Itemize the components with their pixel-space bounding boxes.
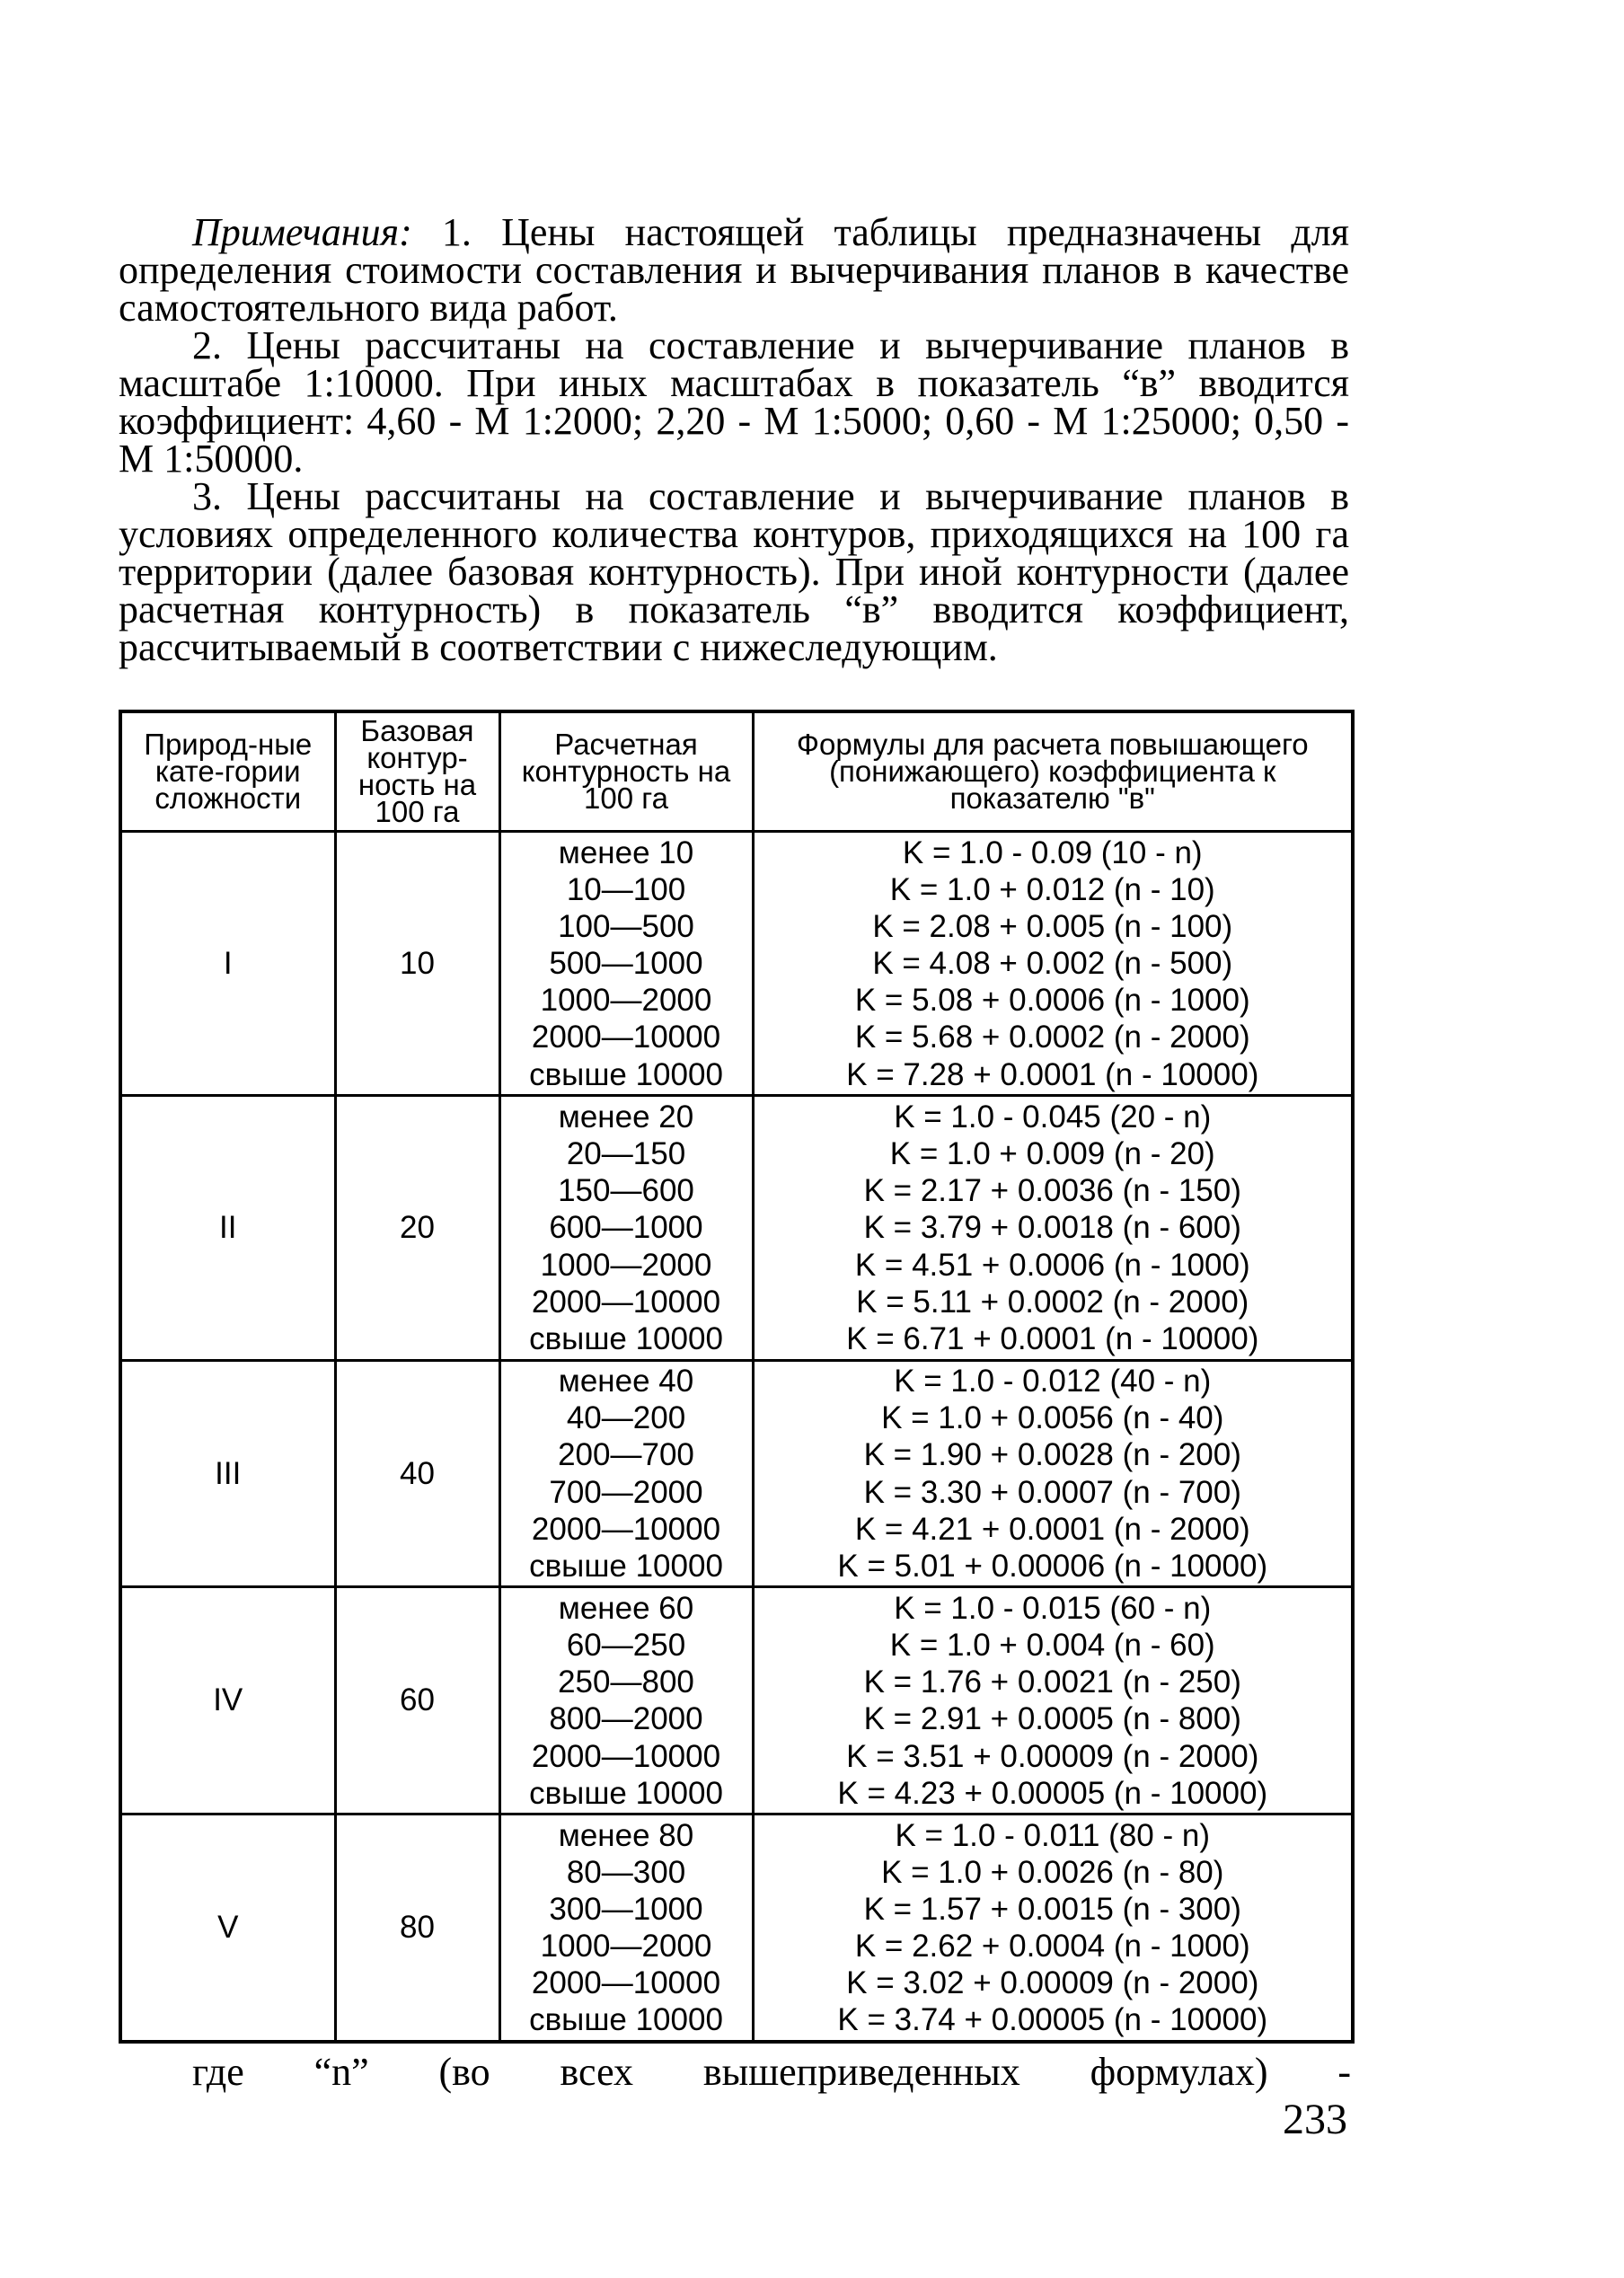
table-row	[120, 832, 1353, 1096]
range-item: 10—100	[566, 871, 686, 907]
formula-item: K = 4.23 + 0.00005 (n - 10000)	[837, 1775, 1268, 1811]
range-item: 60—250	[566, 1627, 686, 1663]
notes-lead: Примечания:	[192, 210, 412, 254]
formula-item: K = 4.08 + 0.002 (n - 500)	[872, 946, 1233, 982]
formula-item: K = 3.79 + 0.0018 (n - 600)	[863, 1210, 1241, 1246]
header-formula: Формулы для расчета повышающего (понижающего) коэффициента к показателю "в"	[753, 711, 1353, 832]
category-cell: III	[120, 1360, 335, 1587]
note-2: 2. Цены рассчитаны на составление и вычерчивание планов в масштабе 1:10000. При иных масштабах в показатель “в” вводится коэффициент: 4,60 - М 1:2000; 2,20 - М 1:5000; 0,60 - М 1:25000; 0,50 - М 1:50000.	[119, 323, 1349, 481]
range-item: свыше 10000	[529, 1321, 723, 1356]
range-item: свыше 10000	[529, 1548, 723, 1584]
formula-item: K = 1.90 + 0.0028 (n - 200)	[863, 1437, 1241, 1473]
range-list	[499, 1814, 753, 2042]
formula-item: K = 1.0 - 0.011 (80 - n)	[895, 1817, 1210, 1853]
category-cell: I	[120, 832, 335, 1096]
range-item: 2000—10000	[531, 1738, 721, 1774]
base-cell: 60	[335, 1587, 499, 1814]
formula-list	[753, 1587, 1353, 1814]
range-item: менее 40	[558, 1364, 694, 1399]
note-1	[119, 210, 1349, 330]
range-item: 700—2000	[549, 1474, 703, 1510]
formula-item: K = 2.08 + 0.005 (n - 100)	[872, 908, 1233, 944]
range-item: 500—1000	[549, 946, 703, 982]
range-item: 600—1000	[549, 1210, 703, 1246]
range-item: 300—1000	[549, 1891, 703, 1927]
category-cell: V	[120, 1814, 335, 2042]
table-header-row	[120, 711, 1353, 832]
range-item: 1000—2000	[540, 1247, 712, 1283]
table-row	[120, 1360, 1353, 1587]
category-cell: II	[120, 1096, 335, 1360]
formula-item: K = 5.08 + 0.0006 (n - 1000)	[854, 983, 1250, 1019]
category-cell: IV	[120, 1587, 335, 1814]
range-item: свыше 10000	[529, 2002, 723, 2038]
range-item: 1000—2000	[540, 1929, 712, 1965]
header-base: Базовая контур-ность на 100 га	[335, 711, 499, 832]
base-cell: 10	[335, 832, 499, 1096]
range-item: менее 80	[558, 1817, 694, 1853]
range-list	[499, 832, 753, 1096]
continuation-text: где “n” (во всех вышеприведенных формулах) -	[192, 2050, 1351, 2094]
note-1-text: 1. Цены настоящей таблицы предназначены для определения стоимости составления и вычерчивания планов в качестве самостоятельного вида работ.	[119, 210, 1349, 330]
formula-item: K = 1.0 + 0.012 (n - 10)	[889, 871, 1215, 907]
formula-item: K = 1.0 + 0.0056 (n - 40)	[881, 1400, 1224, 1436]
formula-list	[753, 1096, 1353, 1360]
range-item: 150—600	[558, 1173, 694, 1209]
formula-item: K = 7.28 + 0.0001 (n - 10000)	[846, 1056, 1259, 1092]
header-range: Расчетная контурность на 100 га	[499, 711, 753, 832]
range-item: 250—800	[558, 1664, 694, 1700]
formula-item: K = 1.76 + 0.0021 (n - 250)	[863, 1664, 1241, 1700]
formula-item: K = 1.0 - 0.045 (20 - n)	[894, 1099, 1212, 1135]
range-list	[499, 1096, 753, 1360]
formula-item: K = 6.71 + 0.0001 (n - 10000)	[846, 1321, 1259, 1356]
table-row	[120, 1587, 1353, 1814]
coefficient-table	[119, 710, 1355, 2044]
base-cell: 20	[335, 1096, 499, 1360]
formula-list	[753, 1814, 1353, 2042]
header-category: Природ-ные кате-гории сложности	[120, 711, 335, 832]
formula-item: K = 1.57 + 0.0015 (n - 300)	[863, 1891, 1241, 1927]
note-3: 3. Цены рассчитаны на составление и вычерчивание планов в условиях определенного количества контуров, приходящихся на 100 га территории (далее базовая контурность). При иной контурности (далее расчетная контурность) в показатель “в” вводится коэффициент, рассчитываемый в соответствии с нижеследующим.	[119, 474, 1349, 669]
range-item: 1000—2000	[540, 983, 712, 1019]
range-item: свыше 10000	[529, 1056, 723, 1092]
formula-item: K = 3.51 + 0.00009 (n - 2000)	[846, 1738, 1259, 1774]
formula-item: K = 1.0 - 0.012 (40 - n)	[894, 1364, 1212, 1399]
table-row	[120, 1096, 1353, 1360]
range-item: 2000—10000	[531, 1511, 721, 1547]
range-item: 800—2000	[549, 1701, 703, 1737]
formula-item: K = 3.74 + 0.00005 (n - 10000)	[837, 2002, 1268, 2038]
formula-item: K = 2.91 + 0.0005 (n - 800)	[863, 1701, 1241, 1737]
base-cell: 40	[335, 1360, 499, 1587]
formula-list	[753, 1360, 1353, 1587]
formula-item: K = 2.17 + 0.0036 (n - 150)	[863, 1173, 1241, 1209]
page-number: 233	[1283, 2096, 1347, 2143]
range-item: 20—150	[566, 1136, 686, 1172]
range-item: 40—200	[566, 1400, 686, 1436]
formula-item: K = 5.68 + 0.0002 (n - 2000)	[854, 1020, 1250, 1055]
formula-item: K = 4.51 + 0.0006 (n - 1000)	[854, 1247, 1250, 1283]
formula-list	[753, 832, 1353, 1096]
formula-item: K = 1.0 + 0.004 (n - 60)	[889, 1627, 1215, 1663]
notes-section	[119, 210, 1349, 669]
base-cell: 80	[335, 1814, 499, 2042]
formula-item: K = 5.11 + 0.0002 (n - 2000)	[856, 1284, 1249, 1320]
formula-item: K = 1.0 - 0.015 (60 - n)	[894, 1590, 1212, 1626]
formula-item: K = 1.0 + 0.0026 (n - 80)	[881, 1854, 1224, 1890]
range-item: менее 20	[558, 1099, 694, 1135]
range-item: 2000—10000	[531, 1284, 721, 1320]
range-item: 2000—10000	[531, 1020, 721, 1055]
range-item: менее 10	[558, 834, 694, 870]
formula-item: K = 4.21 + 0.0001 (n - 2000)	[854, 1511, 1250, 1547]
formula-item: K = 1.0 + 0.009 (n - 20)	[889, 1136, 1215, 1172]
range-item: свыше 10000	[529, 1775, 723, 1811]
formula-item: K = 5.01 + 0.00006 (n - 10000)	[837, 1548, 1268, 1584]
range-list	[499, 1360, 753, 1587]
formula-item: K = 3.02 + 0.00009 (n - 2000)	[846, 1965, 1259, 2001]
range-item: 2000—10000	[531, 1965, 721, 2001]
formula-item: K = 2.62 + 0.0004 (n - 1000)	[854, 1929, 1250, 1965]
formula-item: K = 1.0 - 0.09 (10 - n)	[902, 834, 1203, 870]
range-item: 200—700	[558, 1437, 694, 1473]
formula-item: K = 3.30 + 0.0007 (n - 700)	[863, 1474, 1241, 1510]
range-item: менее 60	[558, 1590, 694, 1626]
range-list	[499, 1587, 753, 1814]
range-item: 80—300	[566, 1854, 686, 1890]
table-row	[120, 1814, 1353, 2042]
range-item: 100—500	[558, 908, 694, 944]
